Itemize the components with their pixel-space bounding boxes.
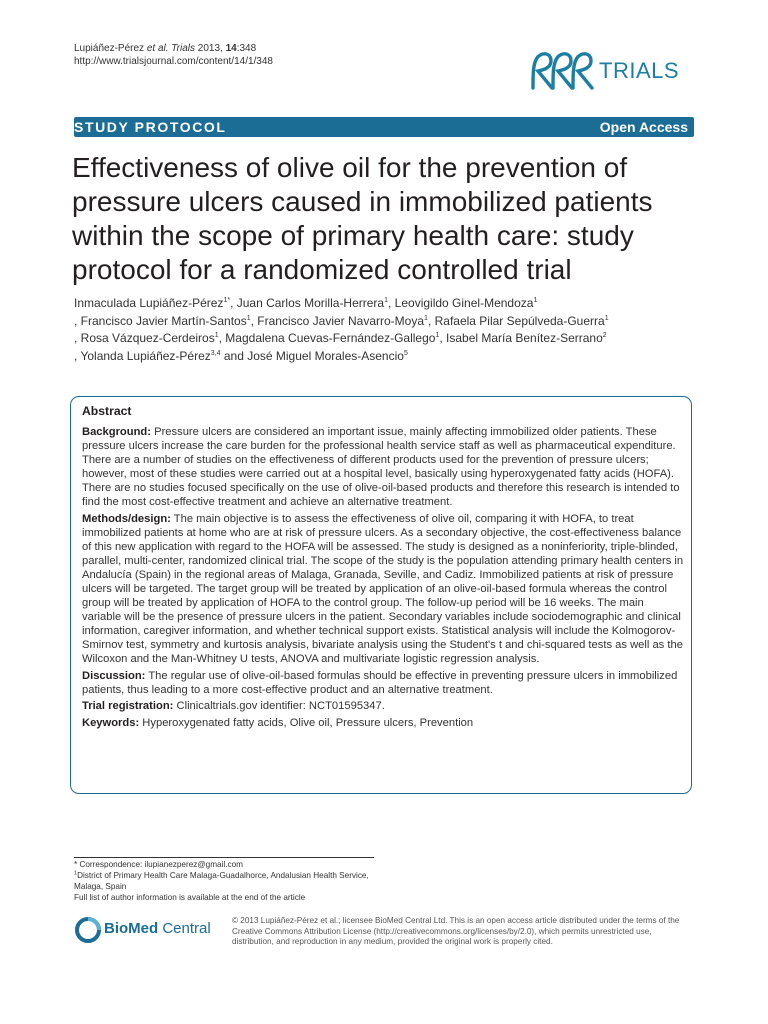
author-affiliation: 1 xyxy=(214,332,219,339)
affiliation-text: District of Primary Health Care Malaga-Guadalhorce, Andalusian Health Service, Malaga, Spain xyxy=(74,871,369,891)
footnotes xyxy=(74,859,384,903)
abstract-section-text: The regular use of olive-oil-based formulas should be effective in preventing pressure ulcers in immobilized patients, thus leading to a more cost-effective product and an alternative treatment. xyxy=(82,669,678,696)
author-info-note: Full list of author information is available at the end of the article xyxy=(74,893,306,902)
author-name: , Magdalena Cuevas-Fernández-Gallego xyxy=(218,331,436,345)
author-name: , Rosa Vázquez-Cerdeiros xyxy=(74,331,215,345)
biomed-logo-bold: BioMed xyxy=(104,920,159,937)
journal-url-link[interactable]: http://www.trialsjournal.com/content/14/1/348 xyxy=(74,56,273,67)
abstract-discussion xyxy=(82,669,686,697)
author-affiliation: 2 xyxy=(602,332,607,339)
author-name: and José Miguel Morales-Asencio xyxy=(220,348,404,363)
citation-authors: Lupiáñez-Pérez xyxy=(74,43,147,54)
author-affiliation: 1 xyxy=(533,297,538,304)
trials-logo-icon xyxy=(525,44,597,94)
author-name: , Francisco Javier Martín-Santos xyxy=(74,313,247,328)
article-title: Effectiveness of olive oil for the prevention of pressure ulcers caused in immobilized patients within the scope of primary health care: study protocol for a randomized controlled trial xyxy=(72,152,653,285)
author-name: , Juan Carlos Morilla-Herrera xyxy=(230,296,385,310)
abstract-section-text: Hyperoxygenated fatty acids, Olive oil, Pressure ulcers, Prevention xyxy=(139,717,474,730)
author-name: , Leovigildo Ginel-Mendoza xyxy=(388,296,534,310)
biomed-central-logo xyxy=(74,914,224,946)
author-name: Inmaculada Lupiáñez-Pérez xyxy=(74,296,224,310)
abstract xyxy=(82,404,686,733)
affiliation-number: 1 xyxy=(74,870,78,877)
author-affiliation: 5 xyxy=(403,349,408,357)
correspondence-email[interactable]: * Correspondence: ilupianezperez@gmail.com xyxy=(74,860,243,869)
author-list xyxy=(74,295,704,365)
open-access-label: Open Access xyxy=(599,119,688,135)
biomed-logo-rest: Central xyxy=(158,920,211,937)
citation-line xyxy=(74,42,273,55)
biomed-central-logo-icon xyxy=(74,915,102,945)
trials-logo xyxy=(525,44,700,94)
author-affiliation: 3,4 xyxy=(210,349,221,357)
abstract-heading: Abstract xyxy=(82,404,132,418)
author-name: , Yolanda Lupiáñez-Pérez xyxy=(74,348,211,363)
citation-volume: 14 xyxy=(225,43,237,54)
citation-year: 2013, xyxy=(195,43,226,54)
affiliation-note xyxy=(74,870,384,892)
abstract-methods xyxy=(82,512,686,666)
citation-header xyxy=(74,42,273,68)
author-affiliation: 1* xyxy=(223,297,231,304)
article-type-banner xyxy=(74,117,694,137)
author-name: , Isabel María Benítez-Serrano xyxy=(439,331,603,345)
citation-journal: Trials xyxy=(171,43,195,54)
author-affiliation: 1 xyxy=(384,297,389,304)
abstract-section-text: Pressure ulcers are considered an important issue, mainly affecting immobilized older patients. These pressure ulcers increase the care burden for the professional health service staff as well as pharmaceutical expenditure. There are a number of studies on the effectiveness of different products used for the prevention of pressure ulcers; however, most of these studies were carried out at a hospital level, basically using hyperoxygenated fatty acids (HOFA). There are no studies focused specifically on the use of olive-oil-based products and therefore this research is intended to find the most cost-effective treatment and achieve an alternative treatment. xyxy=(82,426,680,508)
abstract-background xyxy=(82,425,686,509)
author-name: , Rafaela Pilar Sepúlveda-Guerra xyxy=(427,313,605,328)
biomed-central-logo-text xyxy=(104,920,211,937)
abstract-section-label: Keywords: xyxy=(82,717,140,730)
abstract-section-label: Discussion: xyxy=(82,669,146,682)
author-affiliation: 1 xyxy=(246,314,251,322)
citation-etal: et al. xyxy=(146,43,169,54)
abstract-section-label: Trial registration: xyxy=(82,700,174,713)
author-name: , Francisco Javier Navarro-Moya xyxy=(250,313,425,328)
abstract-section-text: Clinicaltrials.gov identifier: NCT01595347. xyxy=(173,700,385,713)
footnote-divider xyxy=(74,857,374,858)
trials-logo-text: TRIALS xyxy=(599,58,680,83)
citation-page: :348 xyxy=(236,43,257,54)
article-type-label: STUDY PROTOCOL xyxy=(74,119,227,135)
author-affiliation: 1 xyxy=(604,314,609,322)
abstract-section-label: Methods/design: xyxy=(82,512,171,525)
author-affiliation: 1 xyxy=(424,314,428,322)
abstract-keywords xyxy=(82,716,686,730)
author-affiliation: 1 xyxy=(435,332,440,339)
license-text: © 2013 Lupiáñez-Pérez et al.; licensee BioMed Central Ltd. This is an open access article distributed under the terms of the Creative Commons Attribution License (http://creativecommons.org/licenses/by/2.0), which permits unrestricted use, distribution, and reproduction in any medium, provided the original work is properly cited. xyxy=(232,916,680,947)
abstract-section-text: The main objective is to assess the effectiveness of olive oil, comparing it with HOFA, to treat immobilized patients at home who are at risk of pressure ulcers. As a secondary objective, the cost-effectiveness balance of this new application with regard to the HOFA will be assessed. The study is designed as a noninferiority, triple-blinded, parallel, multi-center, randomized clinical trial. The scope of the study is the population attending primary health centers in Andalucía (Spain) in the regional areas of Malaga, Granada, Seville, and Cadiz. Immobilized patients at risk of pressure ulcers will be targeted. The target group will be treated by application of an olive-oil-based formula whereas the control group will be treated by application of HOFA to the control group. The follow-up period will be 16 weeks. The main variable will be the presence of pressure ulcers in the patient. Secondary variables include sociodemographic and clinical information, caregiver information, and whether technical support exists. Statistical analysis will include the Kolmogorov-Smirnov test, symmetry and kurtosis analysis, bivariate analysis using the Student's t and chi-squared tests as well as the Wilcoxon and the Man-Whitney U tests, ANOVA and multivariate logistic regression analysis. xyxy=(82,512,684,665)
abstract-section-label: Background: xyxy=(82,426,151,438)
abstract-trial-registration xyxy=(82,699,686,713)
